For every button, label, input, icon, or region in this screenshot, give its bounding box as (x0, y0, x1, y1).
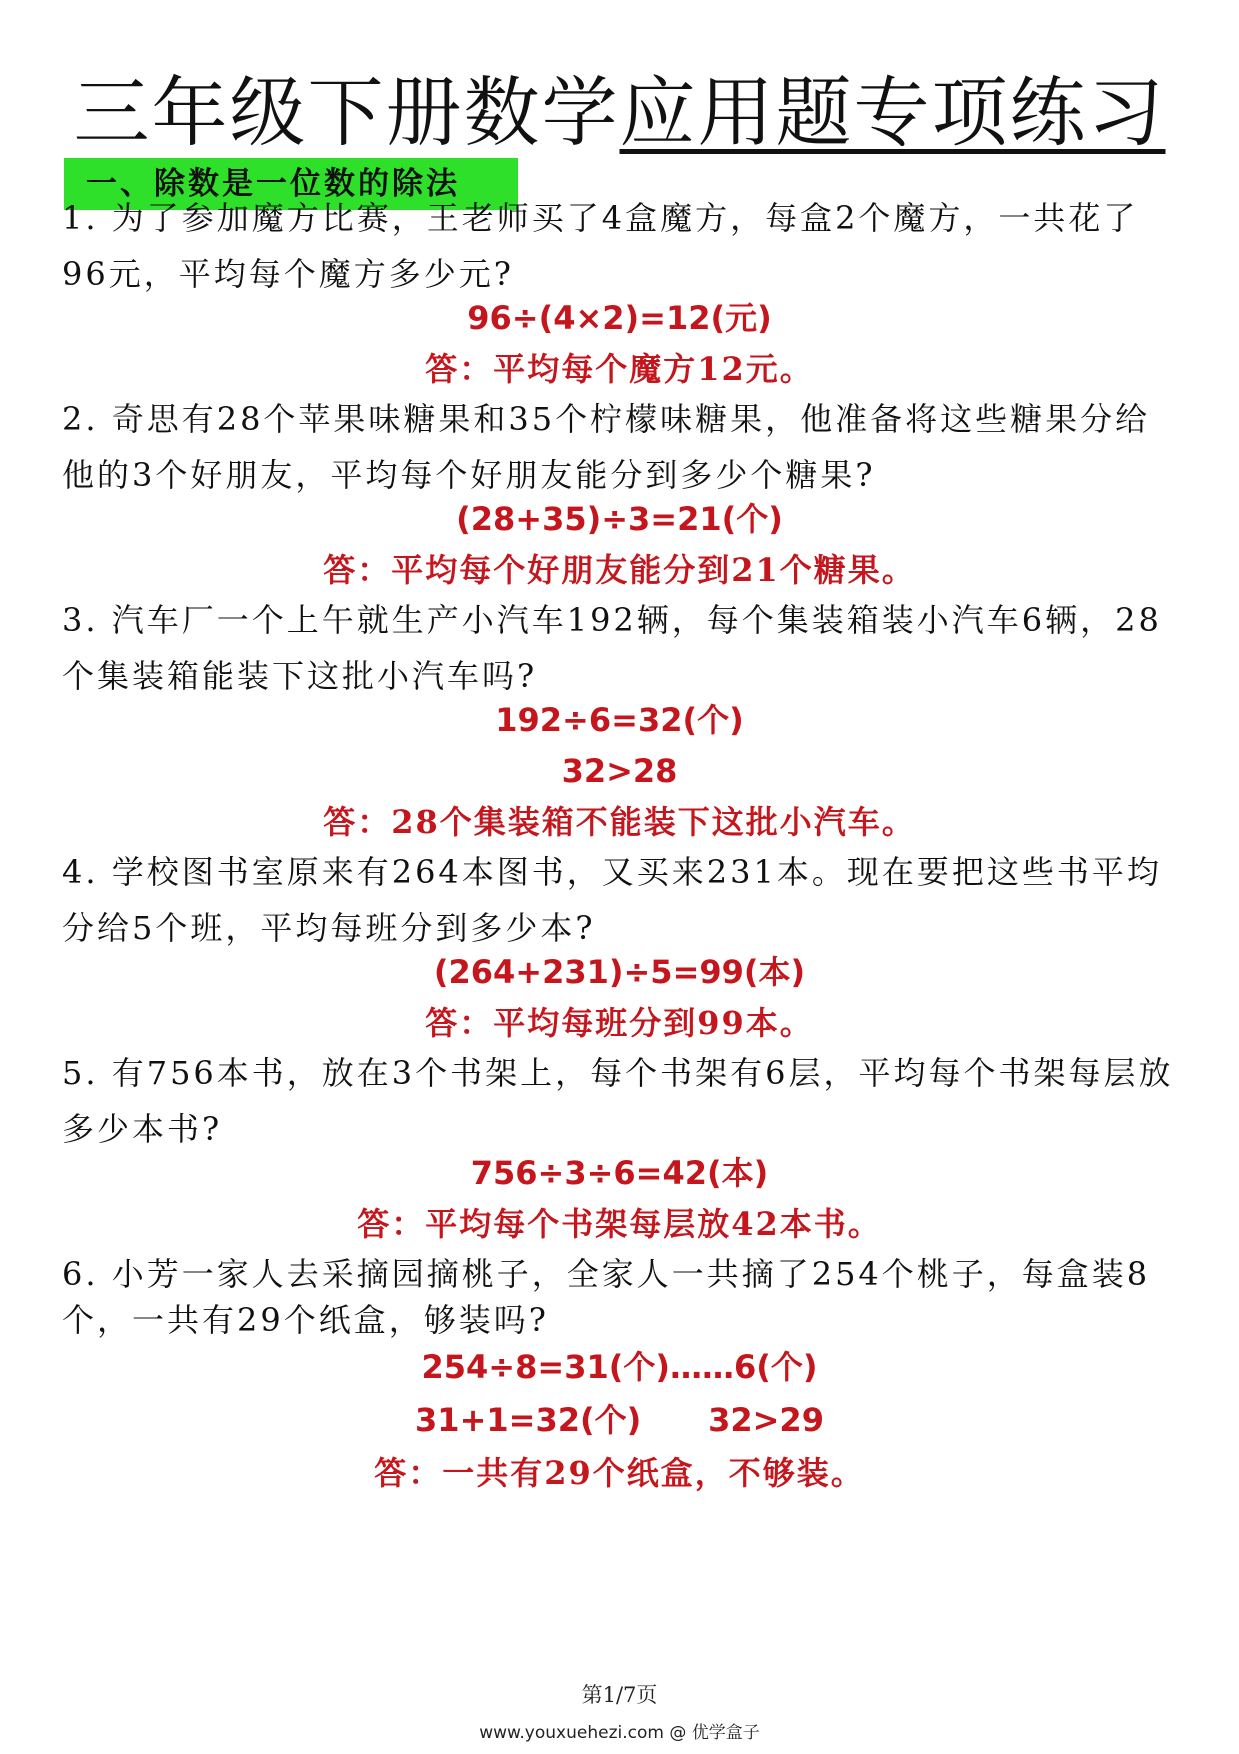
question-4-answer: 答：平均每班分到99本。 (425, 1004, 814, 1042)
question-6-answer: 答：一共有29个纸盒，不够装。 (374, 1454, 865, 1492)
page-number: 第1/7页 (581, 1683, 658, 1707)
question-4: 4. 学校图书室原来有264本图书，又买来231本。现在要把这些书平均分给5个班，平均每班分到多少本? (62, 853, 1162, 947)
question-1-answer: 答：平均每个魔方12元。 (425, 350, 814, 388)
question-6-step-2: 31+1=32(个) 32>29 (415, 1401, 824, 1439)
question-4-step-1: (264+231)÷5=99(本) (433, 953, 806, 991)
question-2: 2. 奇思有28个苹果味糖果和35个柠檬味糖果，他准备将这些糖果分给他的3个好朋友，平均每个好朋友能分到多少个糖果? (62, 400, 1151, 494)
title-part-2: 应用题专项练习 (619, 68, 1166, 157)
question-5-answer: 答：平均每个书架每层放42本书。 (357, 1205, 882, 1243)
question-3-step-2: 32>28 (561, 752, 678, 790)
question-1-step-1: 96÷(4×2)=12(元) (467, 299, 772, 337)
site-watermark: www.youxuehezi.com @ 优学盒子 (479, 1723, 760, 1743)
section-heading: 一、除数是一位数的除法 (64, 158, 518, 210)
question-1: 1. 为了参加魔方比赛，王老师买了4盒魔方，每盒2个魔方，一共花了96元，平均每个魔方多少元? (62, 199, 1139, 293)
question-3: 3. 汽车厂一个上午就生产小汽车192辆，每个集装箱装小汽车6辆，28个集装箱能装下这批小汽车吗? (62, 601, 1162, 695)
title-part-1: 三年级下册数学 (73, 68, 620, 157)
question-6-step-1: 254÷8=31(个)……6(个) (421, 1348, 818, 1386)
question-2-answer: 答：平均每个好朋友能分到21个糖果。 (323, 551, 916, 589)
question-5: 5. 有756本书，放在3个书架上，每个书架有6层，平均每个书架每层放多少本书? (62, 1054, 1174, 1148)
question-2-step-1: (28+35)÷3=21(个) (456, 500, 783, 538)
question-3-step-1: 192÷6=32(个) (495, 701, 744, 739)
question-5-step-1: 756÷3÷6=42(本) (470, 1154, 769, 1192)
question-3-answer: 答：28个集装箱不能装下这批小汽车。 (323, 803, 916, 841)
question-6: 6. 小芳一家人去采摘园摘桃子，全家人一共摘了254个桃子，每盒装8个，一共有29个纸盒，够装吗? (62, 1255, 1151, 1339)
page-title (0, 68, 1239, 158)
